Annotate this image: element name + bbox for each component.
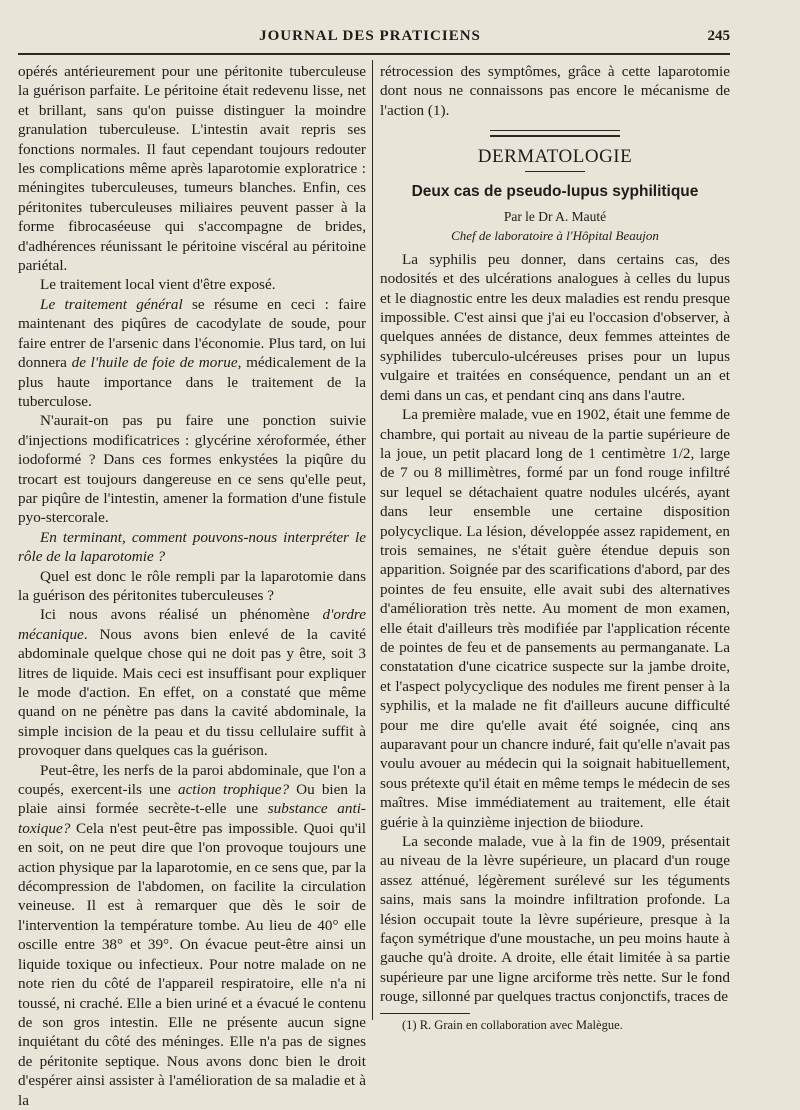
section-rule — [490, 130, 620, 137]
paragraph — [18, 528, 366, 567]
text-run: . Nous avons bien enlevé de la cavité abdominale quelque chose qui ne doit pas y être, soit 3 litres de liquide. Mais ceci est insuffisant pour expliquer le mode d'action. En effet, on a constaté que même quand on ne pénètre pas dans la cavité abdominale, la simple incision de la peau et du tissu cellulaire suffit à provoquer dans quelques cas la guérison. — [18, 625, 366, 760]
paragraph — [18, 761, 366, 1110]
left-column — [18, 62, 366, 1110]
paragraph: rétrocession des symptômes, grâce à cette laparotomie dont nous ne connaissons pas encore le mécanisme de l'action (1). — [380, 63, 730, 119]
section-underline — [525, 171, 585, 172]
paragraph: N'aurait-on pas pu faire une ponction suivie d'injections modificatrices : glycérine xéroformée, éther iodoformé ? Dans ces formes enkystées la piqûre du trocart est toujours dangereuse en ce sens qu'elle peut, par piqûre de l'intestin, amener la formation d'une fistule pyo-stercorale. — [18, 412, 366, 527]
section-title: DERMATOLOGIE — [477, 146, 633, 168]
article-byline: Par le Dr A. Mauté — [503, 209, 607, 225]
text-run: Ou bien la plaie ainsi formée secrète-t-elle une — [18, 781, 367, 818]
text-run: Peut-être, les nerfs de la paroi abdominale, que l'on a coupés, exercent-ils une — [18, 761, 366, 799]
right-column — [380, 62, 730, 1033]
journal-title: JOURNAL DES PRATICIENS — [259, 28, 481, 44]
emphasis: En terminant, comment pouvons-nous interpréter le rôle de la laparotomie ? — [18, 528, 366, 566]
paragraph: opérés antérieurement pour une péritonite tuberculeuse la guérison parfaite. Le péritoine était redevenu lisse, net et brillant, sans qu'on puisse distinguer la moindre granulation tuberculeuse. L'intestin avait repris ses fonctions normales. Il faut cependant toujours redouter les complications même après laparotomie exploratrice : méningites tuberculeuses, tumeurs blanches. Enfin, ces péritonites tuberculeuses miliaires peuvent passer à la forme fibrocaséeuse qui s'accompagne de brides, d'adhérences réunissant le péritoine viscéral au péritoine pariétal. — [18, 63, 366, 275]
paragraph: Le traitement local vient d'être exposé. — [40, 276, 276, 294]
article-title: Deux cas de pseudo-lupus syphilitique — [411, 182, 699, 200]
paragraph — [18, 605, 366, 760]
text-run: , médicalement de la plus haute importance dans le traitement de la tuberculose. — [18, 354, 366, 410]
paragraph: La seconde malade, vue à la fin de 1909, présentait au niveau de la lèvre supérieure, un placard d'un rouge assez atténué, légèrement surélevé sur les téguments sains, mais sans la moindre infiltration profonde. La lésion occupait toute la lèvre supérieure, presque à la façon symétrique d'une moustache, un peu moins haute à gauche qu'à droite. A droite, elle était limitée à sa partie supérieure par une ligne arciforme très nette. Sur le fond rouge, sillonné par quelques tractus conjonctifs, traces de — [380, 833, 730, 1006]
emphasis: action trophique? — [177, 781, 290, 799]
header-rule — [18, 53, 730, 55]
author-role: Chef de laboratoire à l'Hôpital Beaujon — [451, 228, 659, 244]
page-number: 245 — [707, 28, 730, 44]
emphasis: d'ordre mécanique — [18, 606, 366, 643]
footnote-rule — [380, 1013, 470, 1014]
paragraph: Quel est donc le rôle rempli par la laparotomie dans la guérison des péritonites tuberculeuses ? — [18, 567, 366, 604]
text-run: Ici nous avons réalisé un phénomène — [40, 606, 323, 624]
footnote: (1) R. Grain en collaboration avec Malègue. — [402, 1017, 623, 1032]
emphasis: substance anti-toxique? — [18, 800, 366, 837]
running-header — [20, 28, 730, 50]
paragraph: La syphilis peu donner, dans certains cas, des nodosités et des ulcérations analogues à celles du lupus et le diagnostic entre les deux maladies est rendu presque impossible. C'est ainsi que j'ai eu l'occasion d'observer, à quelques années de distance, deux femmes atteintes de syphilides tuberculo-ulcéreuses prises pour un lupus vulgaire et traitées en conséquence, pendant un an et demi dans un cas, et pendant cinq ans dans l'autre. — [380, 250, 730, 404]
emphasis: de l'huile de foie de morue — [71, 354, 238, 372]
column-divider — [372, 60, 373, 1020]
paragraph: La première malade, vue en 1902, était une femme de chambre, qui portait au niveau de la partie supérieure de la joue, un petit placard long de 1 centimètre 1/2, large de 7 ou 8 millimètres, formé par un fond rouge infiltré sur lequel se détachaient quatre nodules ulcérés, ayant dans leur ensemble une certaine disposition polycyclique. La lésion, développée assez rapidement, en trois semaines, ne s'était guère étendue depuis son apparition. Soignée par des scarifications d'abord, par des pointes de feu ensuite, elle avait subi des alternatives d'amélioration très nette. Au moment de mon examen, elle était d'ailleurs très modifiée par l'application récente de pointes de feu et de pansements au permanganate. La constatation d'une cicatrice suspecte sur la jambe droite, et l'aspect polycyclique des nodules me firent penser à la syphilis, et la malade ne fit d'ailleurs aucune difficulté pour me dire qu'elle avait été soignée, cinq ans auparavant pour un chancre induré, fait qu'elle n'avait pas voulu avouer au médecin qui la soignait habituellement, sous prétexte qu'il était en même temps le médecin de ses maîtres. Mise immédiatement au traitement, elle était guérie à la quinzième injection de biiodure. — [380, 406, 730, 831]
text-run: Cela n'est peut-être pas impossible. Quoi qu'il en soit, on ne peut dire que l'on provoque toujours une action physique par la laparotomie, en ce sens que, par la décompression de l'abdomen, on facilite la circulation veineuse. Il est à remarquer que dès le soir de l'intervention la température tombe. Au lieu de 40° elle oscille entre 38° et 39°. On évacue peut-être ainsi un liquide toxique ou infectieux. Pour notre malade on ne note rien du côté de l'appareil respiratoire, elle n'a ni toussé, ni craché. Elle a bien uriné et a évacué le contenu de son gros intestin. Elle ne présente aucun signe inquiétant du côté des méninges. Elle n'a pas de signes de péritonite septique. Nous avons donc bien le droit d'espérer ainsi assister à l'amélioration de sa maladie et à la — [18, 819, 366, 1109]
paragraph — [18, 295, 366, 411]
emphasis: Le traitement général — [40, 295, 183, 313]
text-run: se résume en ceci : faire maintenant des piqûres de cacodylate de soude, pour faire entrer de l'arsenic dans l'économie. Plus tard, on lui donnera — [18, 295, 366, 372]
